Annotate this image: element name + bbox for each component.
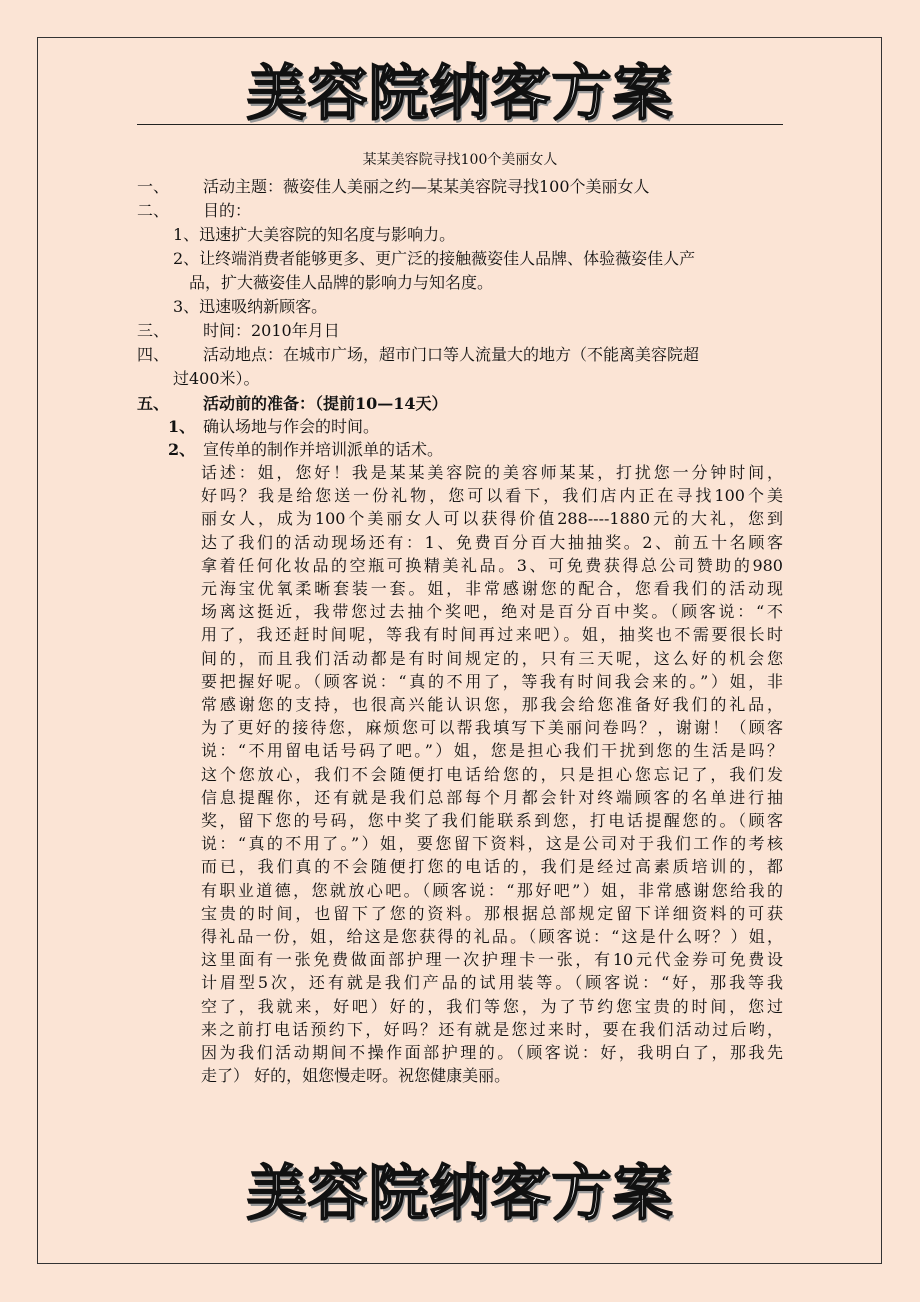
script-line: 奖，留下您的号码，您中奖了我们能联系到您，打电话提醒您的。（顾客 <box>201 811 783 831</box>
script-line: 而已，我们真的不会随便打您的电话的，我们是经过高素质培训的，都 <box>201 857 783 877</box>
script-line: 话述：姐，您好！我是某某美容院的美容师某某，打扰您一分钟时间， <box>201 463 783 482</box>
script-line: 常感谢您的支持，也很高兴能认识您，那我会给您准备好我们的礼品， <box>201 695 783 715</box>
section-4-number: 四、 <box>137 345 170 364</box>
script-line: 为了更好的接待您，麻烦您可以帮我填写下美丽问卷吗？，谢谢！（顾客 <box>201 718 783 738</box>
script-line: 计眉型5次，还有就是我们产品的试用装等。（顾客说：“好，那我等我 <box>201 973 783 993</box>
section-5-preparation: 活动前的准备：（提前10—14天） <box>203 394 448 413</box>
script-line: 这里面有一张免费做面部护理一次护理卡一张，有10元代金券可免费设 <box>201 950 783 970</box>
goal-item-2-continued: 品，扩大薇姿佳人品牌的影响力与知名度。 <box>189 273 494 292</box>
script-line: 场离这挺近，我带您过去抽个奖吧，绝对是百分百中奖。（顾客说：“不 <box>201 602 783 622</box>
sales-script-paragraph <box>201 461 783 1087</box>
goal-item-2: 2、让终端消费者能够更多、更广泛的接触薇姿佳人品牌、体验薇姿佳人产 <box>173 249 696 268</box>
prep-item-1-text: 确认场地与作会的时间。 <box>203 417 380 436</box>
section-1-theme: 活动主题：薇姿佳人美丽之约—某某美容院寻找100个美丽女人 <box>203 177 650 196</box>
script-line: 得礼品一份，姐，给这是您获得的礼品。（顾客说：“这是什么呀？）姐， <box>201 927 783 947</box>
section-2-number: 二、 <box>137 201 170 220</box>
script-line: 间的，而且我们活动都是有时间规定的，只有三天呢，这么好的机会您 <box>201 648 783 668</box>
script-line: 达了我们的活动现场还有：1、免费百分百大抽抽奖。2、前五十名顾客 <box>201 532 783 552</box>
script-line: 这个您放心，我们不会随便打电话给您的，只是担心您忘记了，我们发 <box>201 764 783 784</box>
prep-item-2-text: 宣传单的制作并培训派单的话术。 <box>203 440 444 459</box>
script-line: 拿着任何化妆品的空瓶可换精美礼品。3、可免费获得总公司赞助的980 <box>201 555 783 575</box>
section-5-number: 五、 <box>137 394 170 413</box>
section-4-location-continued: 过400米）。 <box>173 369 260 388</box>
script-line: 说：“真的不用了。”）姐，要您留下资料，这是公司对于我们工作的考核 <box>201 834 783 854</box>
script-line: 有职业道德，您就放心吧。（顾客说：“那好吧”）姐，非常感谢您给我的 <box>201 880 783 900</box>
script-line: 元海宝优氧柔晰套装一套。姐，非常感谢您的配合，您看我们的活动现 <box>201 579 783 599</box>
footer-title: 美容院纳客方案 <box>246 1159 674 1229</box>
script-line: 丽女人，成为100个美丽女人可以获得价值288----1880元的大礼，您到 <box>201 509 783 529</box>
goal-item-1: 1、迅速扩大美容院的知名度与影响力。 <box>173 225 456 244</box>
section-3-number: 三、 <box>137 321 170 340</box>
script-line: 来之前打电话预约下，好吗？还有就是您过来时，要在我们活动过后哟， <box>201 1019 783 1039</box>
script-line: 用了，我还赶时间呢，等我有时间再过来吧）。姐，抽奖也不需要很长时 <box>201 625 783 645</box>
script-line: 说：“不用留电话号码了吧。”）姐，您是担心我们干扰到您的生活是吗？ <box>201 741 783 761</box>
script-line: 宝贵的时间，也留下了您的资料。那根据总部规定留下详细资料的可获 <box>201 903 783 923</box>
document-subtitle: 某某美容院寻找100个美丽女人 <box>362 152 558 168</box>
prep-item-2-number: 2、 <box>168 440 196 459</box>
script-line: 因为我们活动期间不操作面部护理的。（顾客说：好，我明白了，那我先 <box>201 1043 783 1063</box>
page-title: 美容院纳客方案 <box>246 59 674 129</box>
section-1-number: 一、 <box>137 177 170 196</box>
script-line: 信息提醒你，还有就是我们总部每个月都会针对终端顾客的名单进行抽 <box>201 787 783 807</box>
section-4-location: 活动地点：在城市广场，超市门口等人流量大的地方（不能离美容院超 <box>203 345 700 364</box>
script-line: 空了，我就来，好吧）好的，我们等您，为了节约您宝贵的时间，您过 <box>201 996 783 1016</box>
script-line: 走了） 好的，姐您慢走呀。祝您健康美丽。 <box>201 1066 511 1086</box>
section-3-time: 时间：2010年月日 <box>203 321 340 340</box>
script-line: 要把握好呢。（顾客说：“真的不用了，等我有时间我会来的。”）姐，非 <box>201 671 783 691</box>
script-line: 好吗？我是给您送一份礼物，您可以看下，我们店内正在寻找100个美 <box>201 486 783 506</box>
title-divider <box>137 124 783 125</box>
goal-item-3: 3、迅速吸纳新顾客。 <box>173 297 328 316</box>
section-2-purpose: 目的： <box>203 201 252 220</box>
prep-item-1-number: 1、 <box>168 417 196 436</box>
